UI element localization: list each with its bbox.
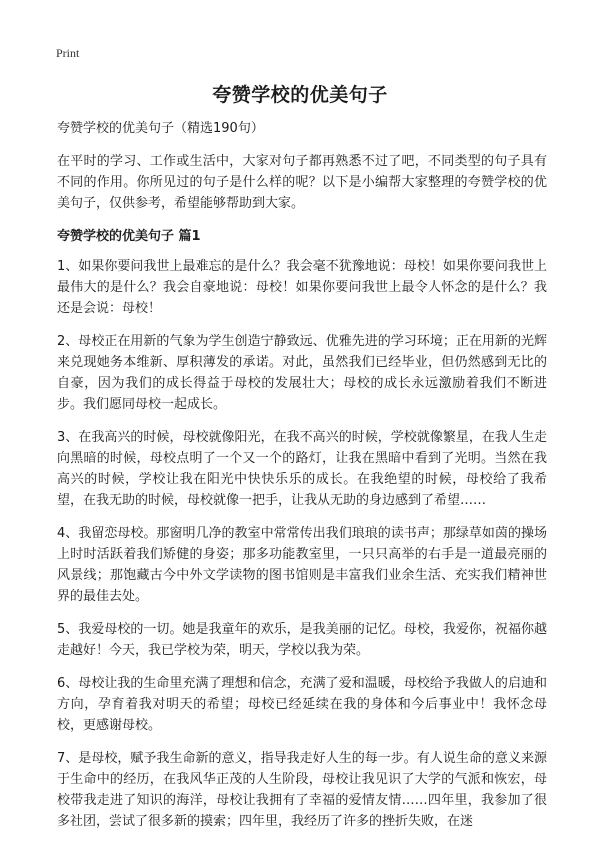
list-item: 2、母校正在用新的气象为学生创造宁静致远、优雅先进的学习环境；正在用新的光辉来兑现她务本维新、厚积薄发的承诺。对此，虽然我们已经毕业，但仍然感到无比的自豪，因为我们的成长得益于母校的发展壮大；母校的成长永远激励着我们不断进步。我们愿同母校一起成长。 xyxy=(57,334,547,412)
list-item: 6、母校让我的生命里充满了理想和信念，充满了爱和温暖，母校给予我做人的启迪和方向，孕育着我对明天的希望；母校已经延续在我的身体和今后事业中！我怀念母校，更感谢母校。 xyxy=(57,676,547,733)
list-item: 7、是母校，赋予我生命新的意义，指导我走好人生的每一步。有人说生命的意义来源于生命中的经历，在我风华正茂的人生阶段，母校让我见识了大学的气派和恢宏，母校带我走进了知识的海洋，母校让我拥有了幸福的爱情友情……四年里，我参加了很多社团，尝试了很多新的摸索；四年里，我经历了许多的挫折失败，在迷 xyxy=(57,751,547,829)
list-item: 3、在我高兴的时候，母校就像阳光，在我不高兴的时候，学校就像繁星，在我人生走向黑暗的时候，母校点明了一个又一个的路灯，让我在黑暗中看到了光明。当然在我高兴的时候，学校让我在阳光中快快乐乐的成长。在我绝望的时候，母校给了我希望，在我无助的时候，母校就像一把手，让我从无助的身边感到了希望…… xyxy=(57,430,547,508)
article-body xyxy=(57,118,547,844)
section-heading: 夸赞学校的优美句子 篇1 xyxy=(57,229,201,244)
intro-paragraph: 在平时的学习、工作或生活中，大家对句子都再熟悉不过了吧，不同类型的句子具有不同的作用。你所见过的句子是什么样的呢？以下是小编帮大家整理的夸赞学校的优美句子，仅供参考，希望能够帮助到大家。 xyxy=(57,154,547,211)
print-link[interactable]: Print xyxy=(56,46,80,60)
article-subtitle: 夸赞学校的优美句子（精选190句） xyxy=(57,121,264,136)
page-title: 夸赞学校的优美句子 xyxy=(212,84,388,106)
list-item: 4、我留恋母校。那窗明几净的教室中常常传出我们琅琅的读书声；那绿草如茵的操场上时时活跃着我们矫健的身姿；那多功能教室里，一只只高举的右手是一道最亮丽的风景线；那饱藏古今中外文学读物的图书馆则是丰富我们业余生活、充实我们精神世界的最佳去处。 xyxy=(57,526,547,604)
list-item: 1、如果你要问我世上最难忘的是什么？我会毫不犹豫地说：母校！如果你要问我世上最伟大的是什么？我会自豪地说：母校！如果你要问我世上最令人怀念的是什么？我还是会说：母校！ xyxy=(57,259,547,316)
list-item: 5、我爱母校的一切。她是我童年的欢乐，是我美丽的记忆。母校，我爱你，祝福你越走越好！今天，我已学校为荣，明天，学校以我为荣。 xyxy=(57,622,547,658)
